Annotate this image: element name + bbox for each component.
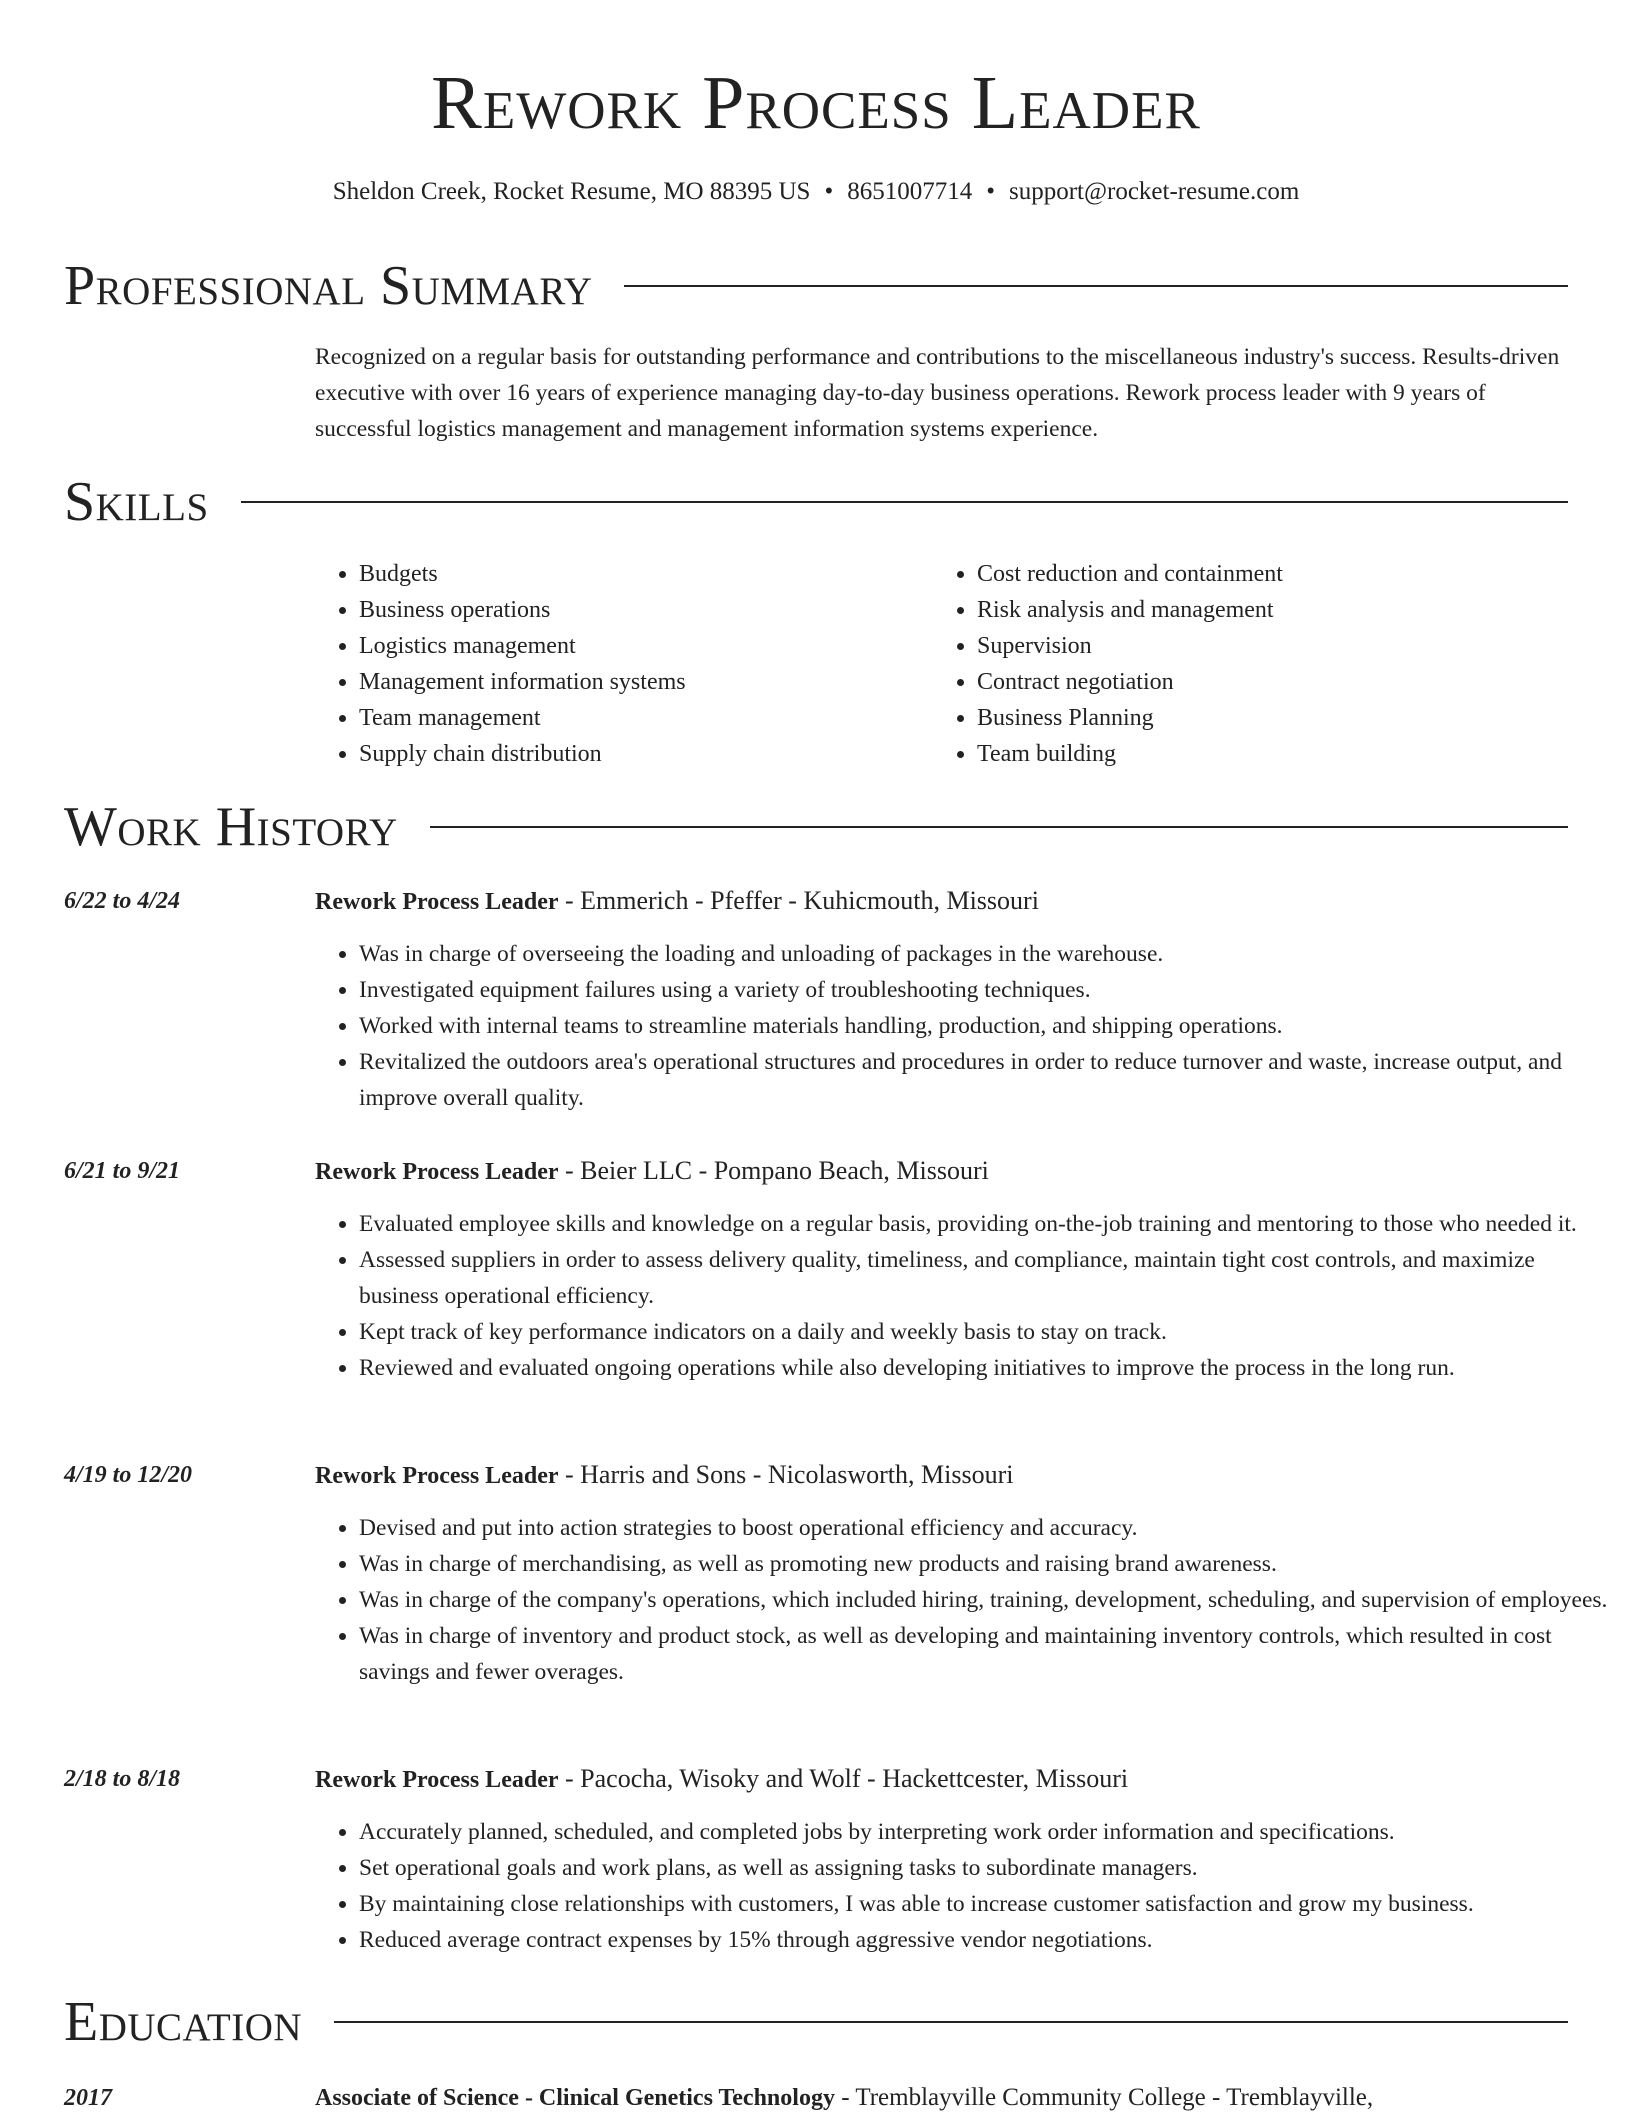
section-title: Education [64, 1991, 303, 2053]
contact-email: support@rocket-resume.com [1008, 178, 1300, 205]
skills-column-right [933, 556, 1283, 772]
section-title: Professional Summary [64, 255, 593, 317]
job-dates: 6/21 to 9/21 [64, 1158, 181, 1184]
job-title: Rework Process Leader [315, 1463, 559, 1489]
skill-item: • Team management [359, 700, 933, 736]
skill-item: • Logistics management [359, 628, 933, 664]
skills-list [315, 556, 1565, 772]
job-bullet: • By maintaining close relationships with customers, I was able to increase customer satisfaction and grow my business. [359, 1886, 1612, 1922]
contact-line [0, 175, 1632, 209]
job-title-line [315, 1761, 1128, 1798]
job-company: - Beier LLC - Pompano Beach, Missouri [558, 1156, 989, 1185]
section-header-summary [64, 254, 1568, 318]
job-title: Rework Process Leader [315, 1767, 559, 1793]
job-bullets [315, 1510, 1612, 1690]
section-divider [334, 2021, 1568, 2023]
section-divider [241, 501, 1568, 503]
job-bullet: • Reduced average contract expenses by 15% through aggressive vendor negotiations. [359, 1922, 1612, 1958]
section-header-skills [64, 470, 1568, 534]
job-dates: 2/18 to 8/18 [64, 1766, 181, 1792]
skill-item: • Business operations [359, 592, 933, 628]
skill-item: • Business Planning [977, 700, 1283, 736]
job-bullet: • Evaluated employee skills and knowledge on a regular basis, providing on-the-job training and mentoring to those who needed it. [359, 1206, 1612, 1242]
skill-item: • Budgets [359, 556, 933, 592]
skill-item: • Supply chain distribution [359, 736, 933, 772]
section-divider [430, 826, 1568, 828]
summary-text: Recognized on a regular basis for outstanding performance and contributions to the miscellaneous industry's success. Results-driven executive with over 16 years of experience managing day-to-day business operations. Rework process leader with 9 years of successful logistics management and management information systems experience. [315, 344, 1560, 442]
skill-item: • Supervision [977, 628, 1283, 664]
job-bullet: • Devised and put into action strategies to boost operational efficiency and accuracy. [359, 1510, 1612, 1546]
skill-item: • Risk analysis and management [977, 592, 1283, 628]
job-bullet: • Kept track of key performance indicators on a daily and weekly basis to stay on track. [359, 1314, 1612, 1350]
candidate-name: Rework Process Leader [431, 61, 1201, 145]
education-school: - Tremblayville Community College - Tremblayville, [834, 2084, 1374, 2111]
job-bullet: • Was in charge of merchandising, as well as promoting new products and raising brand awareness. [359, 1546, 1612, 1582]
job-bullets [315, 936, 1612, 1116]
section-title: Skills [64, 471, 209, 533]
skill-item: • Management information systems [359, 664, 933, 700]
job-bullets [315, 1206, 1612, 1386]
job-bullet: • Reviewed and evaluated ongoing operations while also developing initiatives to improve the process in the long run. [359, 1350, 1612, 1386]
job-bullet: • Revitalized the outdoors area's operational structures and procedures in order to reduce turnover and waste, increase output, and improve overall quality. [359, 1044, 1612, 1116]
job-title-line [315, 1457, 1013, 1494]
education-line [315, 2080, 1373, 2116]
job-title: Rework Process Leader [315, 889, 559, 915]
skills-column-left [315, 556, 933, 772]
job-bullet: • Worked with internal teams to streamline materials handling, production, and shipping operations. [359, 1008, 1612, 1044]
job-title: Rework Process Leader [315, 1159, 559, 1185]
section-header-education [64, 1990, 1568, 2054]
section-divider [624, 285, 1568, 287]
section-header-work-history [64, 795, 1568, 859]
contact-phone: 8651007714 [847, 178, 973, 205]
job-dates: 4/19 to 12/20 [64, 1462, 193, 1488]
job-bullet: • Assessed suppliers in order to assess delivery quality, timeliness, and compliance, maintain tight cost controls, and maximize business operational efficiency. [359, 1242, 1612, 1314]
job-bullet: • Was in charge of the company's operations, which included hiring, training, development, scheduling, and supervision of employees. [359, 1582, 1612, 1618]
skill-item: • Team building [977, 736, 1283, 772]
job-title-line [315, 883, 1039, 920]
job-bullet: • Accurately planned, scheduled, and completed jobs by interpreting work order information and specifications. [359, 1814, 1612, 1850]
job-bullet: • Investigated equipment failures using a variety of troubleshooting techniques. [359, 972, 1612, 1008]
contact-separator: • [986, 178, 995, 205]
contact-address: Sheldon Creek, Rocket Resume, MO 88395 US [332, 178, 811, 205]
skill-item: • Cost reduction and containment [977, 556, 1283, 592]
job-title-line [315, 1153, 989, 1190]
job-company: - Emmerich - Pfeffer - Kuhicmouth, Missouri [558, 886, 1039, 915]
skill-item: • Contract negotiation [977, 664, 1283, 700]
job-bullet: • Was in charge of overseeing the loading and unloading of packages in the warehouse. [359, 936, 1612, 972]
education-degree: Associate of Science - Clinical Genetics Technology [315, 2085, 835, 2111]
job-dates: 6/22 to 4/24 [64, 888, 181, 914]
job-bullet: • Set operational goals and work plans, as well as assigning tasks to subordinate managers. [359, 1850, 1612, 1886]
contact-separator: • [824, 178, 834, 205]
job-bullet: • Was in charge of inventory and product stock, as well as developing and maintaining inventory controls, which resulted in cost savings and fewer overages. [359, 1618, 1612, 1690]
education-year: 2017 [64, 2085, 112, 2111]
job-company: - Harris and Sons - Nicolasworth, Missouri [558, 1460, 1014, 1489]
section-title: Work History [64, 796, 398, 858]
job-bullets [315, 1814, 1612, 1958]
job-company: - Pacocha, Wisoky and Wolf - Hackettcester, Missouri [558, 1764, 1129, 1793]
